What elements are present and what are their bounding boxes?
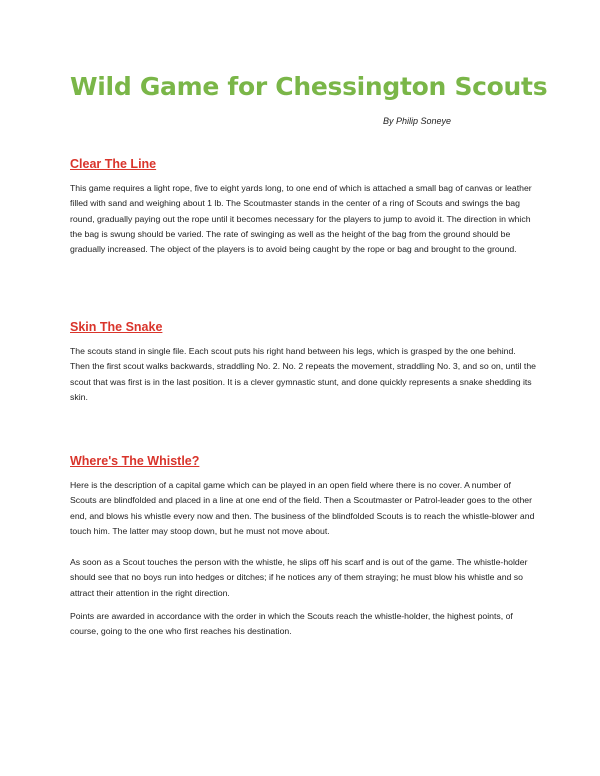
author-byline: By Philip Soneye bbox=[383, 116, 452, 126]
section-paragraph: This game requires a light rope, five to eight yards long, to one end of which is attached a small bag of canvas or leather filled with sand and weighing about 1 lb. The Scoutmaster stands in the center of a ring of Scouts and swings the bag round, gradually paying out the rope until it becomes necessary for the players to jump to avoid it. The direction in which the bag is swung should be varied. The rate of swinging as well as the height of the bag from the ground should be gradually increased. The object of the players is to avoid being caught by the rope or bag and brought to the ground. bbox=[70, 183, 532, 255]
section-paragraph: As soon as a Scout touches the person with the whistle, he slips off his scarf and is out of the game. The whistle-holder should see that no boys run into hedges or ditches; if he notices any of them straying; he must blow his whistle and so attract their attention in the right direction. bbox=[70, 557, 528, 598]
section-heading-skin-the-snake: Skin The Snake bbox=[70, 320, 163, 334]
section-heading-clear-the-line: Clear The Line bbox=[70, 157, 157, 171]
section-paragraph: The scouts stand in single file. Each scout puts his right hand between his legs, which is grasped by the one behind. Then the first scout walks backwards, straddling No. 2. No. 2 repeats the movement, straddling No. 3, and so on, until the scout that was first is in the last position. It is a clever gymnastic stunt, and done quickly represents a snake shedding its skin. bbox=[70, 346, 536, 402]
section-paragraph: Here is the description of a capital game which can be played in an open field where there is no cover. A number of Scouts are blindfolded and placed in a line at one end of the field. Then a Scoutmaster or Patrol-leader goes to the other end, and blows his whistle every now and then. The business of the blindfolded Scouts is to reach the whistle-blower and touch him. The latter may stoop down, but he must not move about. bbox=[70, 480, 535, 536]
section-heading-wheres-the-whistle: Where's The Whistle? bbox=[70, 454, 200, 468]
section-paragraph: Points are awarded in accordance with the order in which the Scouts reach the whistle-holder, the highest points, of course, going to the one who first reaches his destination. bbox=[70, 611, 513, 637]
page-title: Wild Game for Chessington Scouts bbox=[70, 72, 548, 101]
